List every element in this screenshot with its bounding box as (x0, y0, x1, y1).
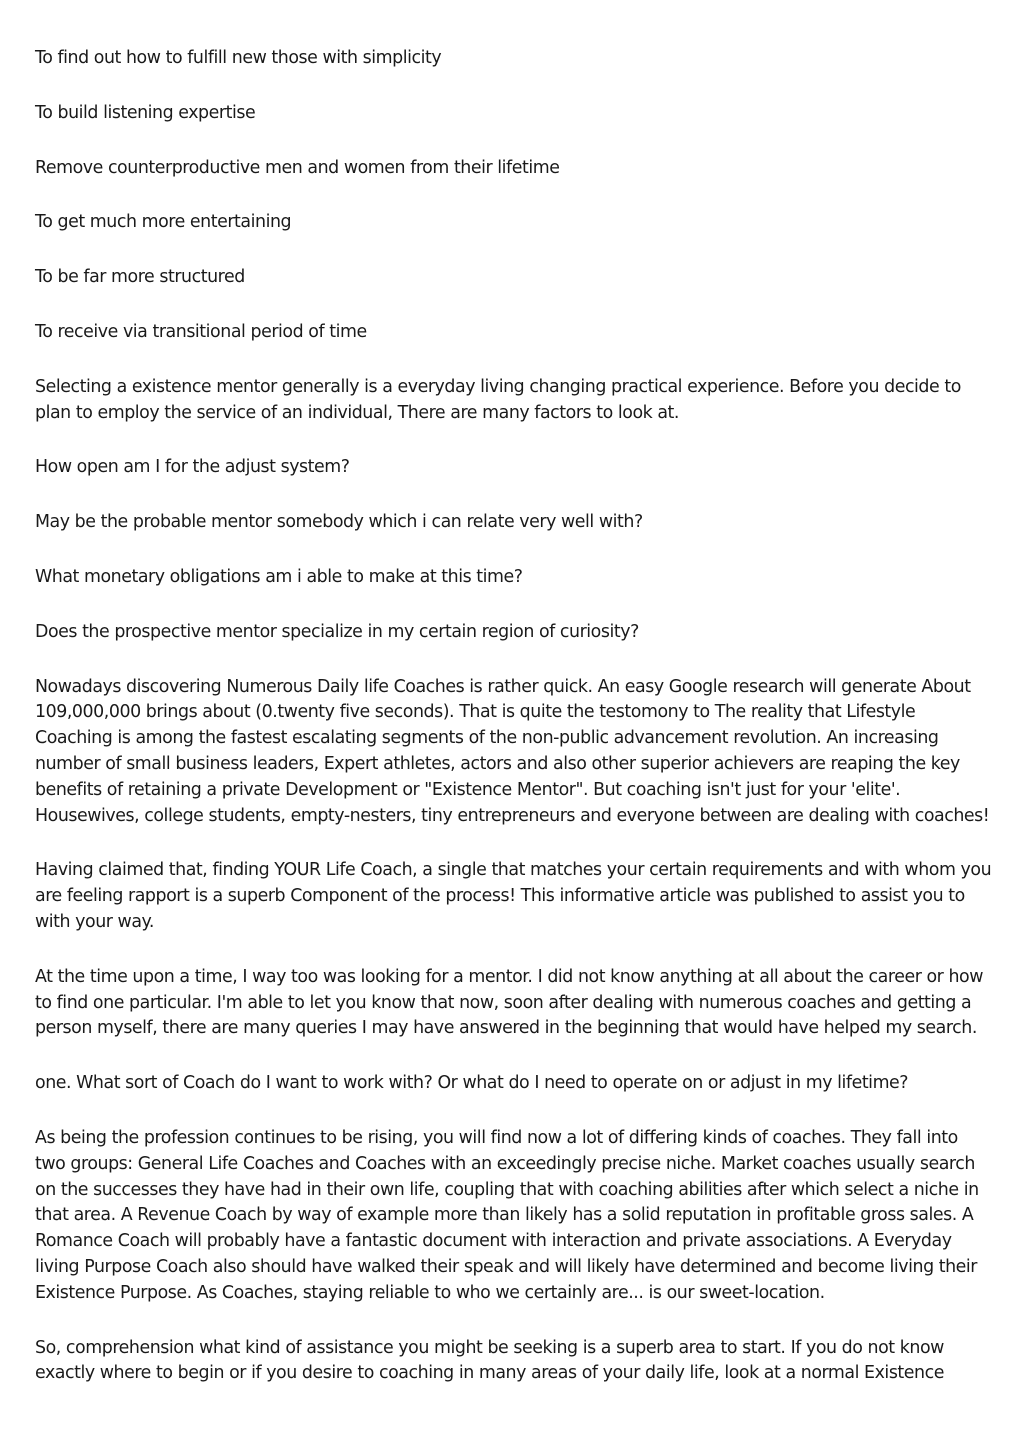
paragraph: To receive via transitional period of time (35, 321, 367, 342)
paragraph: At the time upon a time, I way too was looking for a mentor. I did not know anything at all about the career or how to find one particular. I'm able to let you know that now, soon after dealing with numerous coaches and getting a person myself, there are many queries I may have answered in the beginning that would have helped my search. (35, 966, 983, 1039)
paragraph: Remove counterproductive men and women from their lifetime (35, 157, 560, 178)
paragraph: As being the profession continues to be rising, you will find now a lot of differing kinds of coaches. They fall into two groups: General Life Coaches and Coaches with an exceedingly precise niche. Market coaches usually search on the successes they have had in their own life, coupling that with coaching abilities after which select a niche in that area. A Revenue Coach by way of example more than likely has a solid reputation in profitable gross sales. A Romance Coach will probably have a fantastic document with interaction and private associations. A Everyday living Purpose Coach also should have walked their speak and will likely have determined and become living their Existence Purpose. As Coaches, staying reliable to who we certainly are... is our sweet-location. (35, 1127, 979, 1303)
paragraph: Does the prospective mentor specialize in my certain region of curiosity? (35, 621, 639, 642)
paragraph: How open am I for the adjust system? (35, 457, 350, 478)
paragraph: To find out how to fulfill new those with simplicity (35, 48, 442, 68)
paragraph: What monetary obligations am i able to make at this time? (35, 566, 523, 587)
document-page (35, 46, 993, 1416)
paragraph: So, comprehension what kind of assistance you might be seeking is a superb area to start. If you do not know exactly where to begin or if you desire to coaching in many areas of your daily life, look at a normal Existence (35, 1337, 944, 1384)
paragraph: Nowadays discovering Numerous Daily life Coaches is rather quick. An easy Google research will generate About 109,000,000 brings about (0.twenty five seconds). That is quite the testomony to The reality that Lifestyle Coaching is among the fastest escalating segments of the non-public advancement revolution. An increasing number of small business leaders, Expert athletes, actors and also other superior achievers are reaping the key benefits of retaining a private Development or "Existence Mentor". But coaching isn't just for your 'elite'. Housewives, college students, empty-nesters, tiny entrepreneurs and everyone between are dealing with coaches! (35, 676, 990, 826)
paragraph: To build listening expertise (35, 102, 256, 123)
paragraph: Selecting a existence mentor generally is a everyday living changing practical experience. Before you decide to plan to employ the service of an individual, There are many factors to look at. (35, 376, 961, 423)
paragraph: Having claimed that, finding YOUR Life Coach, a single that matches your certain requirements and with whom you are feeling rapport is a superb Component of the process! This informative article was published to assist you to with your way. (35, 860, 992, 932)
paragraph: To be far more structured (35, 267, 245, 288)
paragraph: To get much more entertaining (35, 212, 292, 233)
paragraph: one. What sort of Coach do I want to work with? Or what do I need to operate on or adjust in my lifetime? (35, 1073, 909, 1094)
paragraph: May be the probable mentor somebody which i can relate very well with? (35, 512, 643, 533)
